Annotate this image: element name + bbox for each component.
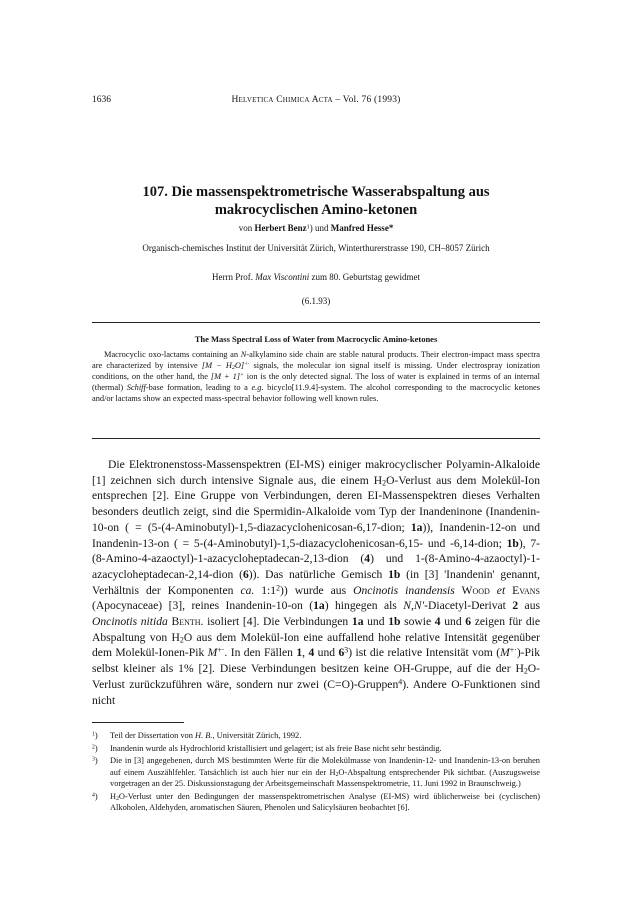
abstract-italic: e.g. [251, 383, 264, 392]
footnote-2 [92, 743, 540, 754]
compound-ref: 1 [296, 646, 303, 660]
author-footnote-mark: 1 [306, 224, 310, 231]
body-seg: O-Verlust zurückzuführen wäre, sondern nur zwei (C=O)-Gruppen [92, 662, 540, 691]
body-seg: isoliert [4]. Die Verbindungen [203, 615, 352, 629]
running-header [92, 93, 540, 107]
abstract-seg: Macrocyclic oxo-lactams containing an [104, 350, 241, 359]
compound-ref: 2 [512, 599, 519, 613]
footnote-italic: H. B. [195, 731, 213, 740]
body-seg: und [314, 646, 339, 660]
footnote-3 [92, 755, 540, 789]
subscript: 2 [179, 635, 184, 645]
body-seg: )) wurde aus [280, 583, 354, 597]
subscript: 2 [335, 771, 339, 778]
footnote-number: 2 [92, 744, 95, 751]
compound-ref: 4 [434, 615, 441, 629]
body-seg: und [440, 615, 466, 629]
abstract-bottom-rule [92, 438, 540, 439]
body-seg: (in [3] 'Inandenin' genannt, Verhältnis der Komponenten [92, 567, 540, 597]
dedication-suffix: zum 80. Geburtstag gewidmet [309, 272, 421, 282]
formula-part: [M + 1] [210, 372, 241, 381]
footnote-text [110, 755, 540, 789]
body-seg: ). Andere O-Funktionen sind nicht [92, 677, 540, 707]
subscript: 2 [523, 666, 528, 676]
formula-superscript: +· [217, 645, 225, 655]
received-date: (6.1.93) [301, 296, 331, 306]
article-title: 107. Die massenspektrometrische Wasserabspaltung aus makrocyclischen Amino-ketonen [142, 184, 490, 218]
subscript: 2 [382, 478, 387, 488]
corresponding-mark: * [388, 223, 394, 233]
volume-info: – Vol. 76 (1993) [332, 95, 401, 105]
dedication-prefix: Herrn Prof. [211, 272, 256, 282]
formula-part: [M − H [201, 361, 232, 370]
body-seg: ) und 1-(8-Amino-4-azaoctyl)-1-azacycloheptadecan-2,14-dion ( [92, 552, 540, 581]
compound-ref: 1b [506, 536, 519, 550]
body-seg: 1:1 [254, 583, 277, 597]
formula-superscript: + [240, 372, 244, 379]
abstract-seg: -base formation, leading to a [145, 383, 252, 392]
footnote-number: 3 [92, 756, 95, 763]
abstract-seg: signals, the molecular ion signal itself is missing. Under electrospray ionization conditions, on the other hand, the [92, 361, 540, 381]
footnote-text [110, 791, 540, 813]
compound-ref: 4 [308, 646, 315, 660]
species-name: Oncinotis nitida [92, 615, 168, 629]
journal-citation [92, 93, 540, 107]
formula-subscript: 2 [231, 365, 235, 372]
footnote-mark: $^4$) [92, 791, 98, 801]
footnote-1 [92, 730, 540, 741]
author-name: Wood [454, 583, 490, 597]
author-benz: Herbert Benz [254, 223, 307, 233]
footnote-seg: H [110, 791, 117, 801]
footnote-number: 1 [92, 731, 95, 738]
author-name: Benth. [167, 615, 204, 629]
species-name: Oncinotis inandensis [353, 583, 455, 597]
italic-text: et [489, 583, 513, 597]
abstract-seg: ion is the only detected signal. The loss of water is explained in terms of an internal (thermal) [92, 372, 540, 392]
footnote-mark: $^3$) [92, 756, 98, 766]
footnote-text: Inandenin wurde als Hydrochlorid kristallisiert und gelagert; ist als freie Base nicht sehr beständig. [110, 743, 442, 753]
body-seg: O aus dem Molekül-Ion eine auffallend hohe relative Intensität gegenüber dem Molekül-Ionen-Pik [92, 630, 540, 660]
footnote-seg: Teil der Dissertation von [110, 731, 196, 740]
byline-prefix: von [238, 223, 255, 233]
body-seg: -Diacetyl-Derivat [424, 599, 513, 613]
footnotes [92, 730, 540, 814]
italic-text: N,N' [403, 599, 425, 613]
compound-ref: 6 [242, 567, 249, 581]
footnote-ref: 4 [398, 677, 403, 687]
body-seg: aus [518, 599, 541, 613]
author-name: Evans [512, 583, 540, 597]
compound-ref: 1b [388, 615, 401, 629]
body-seg: ), 7-(8-Amino-4-azaoctyl)-1-azacycloheptadecan-2,13-dion ( [92, 536, 540, 566]
footnote-4 [92, 791, 540, 813]
footnote-mark: $^2$) [92, 743, 98, 753]
footnote-mark: $^1$) [92, 731, 98, 740]
body-seg: O-Verlust aus dem Molekül-Ion entsprechen [2]. Eine Gruppe von Verbindungen, deren EI-Massenspektren dieses Verhalten besonders deutlich zeigt, sind die Spermidin-Alkaloide vom Typ der Inandeninone (Inandenin-10-on ( = (5-(4-Aminobutyl)-1,5-diazacyclohenicosan-6,17-dion; [92, 473, 540, 534]
abstract-seg: -alkylamino side chain are stable natural products. Their electron-impact mass spectra are characterized by intensive [92, 350, 540, 370]
body-paragraph [92, 457, 540, 708]
body-seg: (Apocynaceae) [3], reines Inandenin-10-on ( [92, 599, 314, 613]
abstract-italic: N [240, 350, 247, 359]
byline: von Herbert Benz$^1$) und Manfred Hesse* [238, 223, 394, 233]
footnote-seg: O-Abspaltung entsprechender Pik sichtbar. (Auszugsweise vorgetragen an der 25. Diskussionstagung der Arbeitsgemeinschaft Massenspektrometrie, 11. Juni 1992 in Braunschweig.) [110, 767, 540, 788]
compound-ref: 4 [364, 552, 371, 566]
body-seg: sowie [400, 615, 435, 629]
body-seg: ) hingegen als [324, 599, 404, 613]
compound-ref: 6 [465, 615, 472, 629]
dedication-name: Max Viscontini [255, 272, 310, 282]
body-seg: und [363, 615, 389, 629]
italic-text: ca. [240, 583, 255, 597]
compound-ref: 1b [388, 567, 401, 581]
formula-superscript: +· [509, 645, 517, 655]
compound-ref: 6 [338, 646, 345, 660]
journal-name: Helvetica Chimica Acta [231, 95, 333, 105]
abstract-title: The Mass Spectral Loss of Water from Macrocyclic Amino-ketones [194, 334, 438, 344]
byline-join: und [312, 223, 331, 233]
dedication [92, 271, 540, 283]
affiliation: Organisch-chemisches Institut der Universität Zürich, Winterthurerstrasse 190, CH–8057 Zürich [142, 243, 490, 253]
abstract-italic: Schiff [126, 383, 146, 392]
footnote-rule [92, 722, 184, 723]
compound-ref: 1a [351, 615, 364, 629]
compound-ref: 1a [313, 599, 325, 613]
body-seg: zeigen für die Abspaltung von H [92, 615, 540, 644]
footnote-ref: 2 [276, 583, 281, 593]
compound-ref: 1a [410, 520, 423, 534]
formula-m-minus-water [202, 361, 250, 370]
footnote-seg: O-Verlust unter den Bedingungen der massenspektrometrischen Analyse (EI-MS) wird üblicherweise bei (cyclischen) Alkoholen, Aldehyden, aromatischen Säuren, Phenolen und Salicylsäuren beobachtet [6]. [110, 791, 540, 812]
subscript: 2 [116, 795, 119, 802]
abstract-seg: bicyclo[11.9.4]-system. The alcohol corresponding to the macrocyclic ketones and/or lactams show an expected mass-spectral behavior following well known rules. [92, 383, 540, 403]
body-seg: Die Elektronenstoss-Massenspektren (EI-MS) einiger makrocyclischer Polyamin-Alkaloide [1] zeichnen sich durch intensive Signale aus, die einem H [92, 458, 540, 487]
formula-m: M [500, 646, 510, 660]
footnote-ref: 3 [344, 645, 349, 655]
body-seg: )), Inandenin-12-on und Inandenin-13-on ( = 5-(4-Aminobutyl)-1,5-diazacyclohenicosan-6,15- und -6,14-dion; [92, 520, 540, 550]
formula-part: O] [234, 361, 245, 370]
abstract-text [92, 349, 540, 404]
body-seg: . In den Fällen [224, 646, 297, 660]
formula-m: M [207, 646, 218, 660]
footnote-seg: , Universität Zürich, 1992. [212, 731, 302, 740]
author-hesse: Manfred Hesse [330, 223, 389, 233]
formula-superscript: +· [244, 361, 250, 368]
body-seg: )). Das natürliche Gemisch [248, 567, 389, 581]
page-number: 1636 [92, 95, 111, 105]
body-seg: ) ist die relative Intensität vom ( [348, 646, 501, 660]
abstract-top-rule [92, 322, 540, 323]
footnote-seg: Die in [3] angegebenen, durch MS bestimmten Werte für die Molekülmasse von Inandenin-12- und Inandenin-13-on beruhen auf einem Auszählfehler. Tatsächlich ist auch hier nur ein der H [110, 756, 540, 777]
body-seg: )-Pik selbst kleiner als 1% [2]. Diese Verbindungen besitzen keine OH-Gruppe, auf die der H [92, 646, 540, 676]
body-seg: , [302, 646, 309, 660]
footnote-number: 4 [92, 791, 95, 798]
footnote-text [110, 730, 540, 741]
formula-m-plus-one [211, 372, 244, 381]
